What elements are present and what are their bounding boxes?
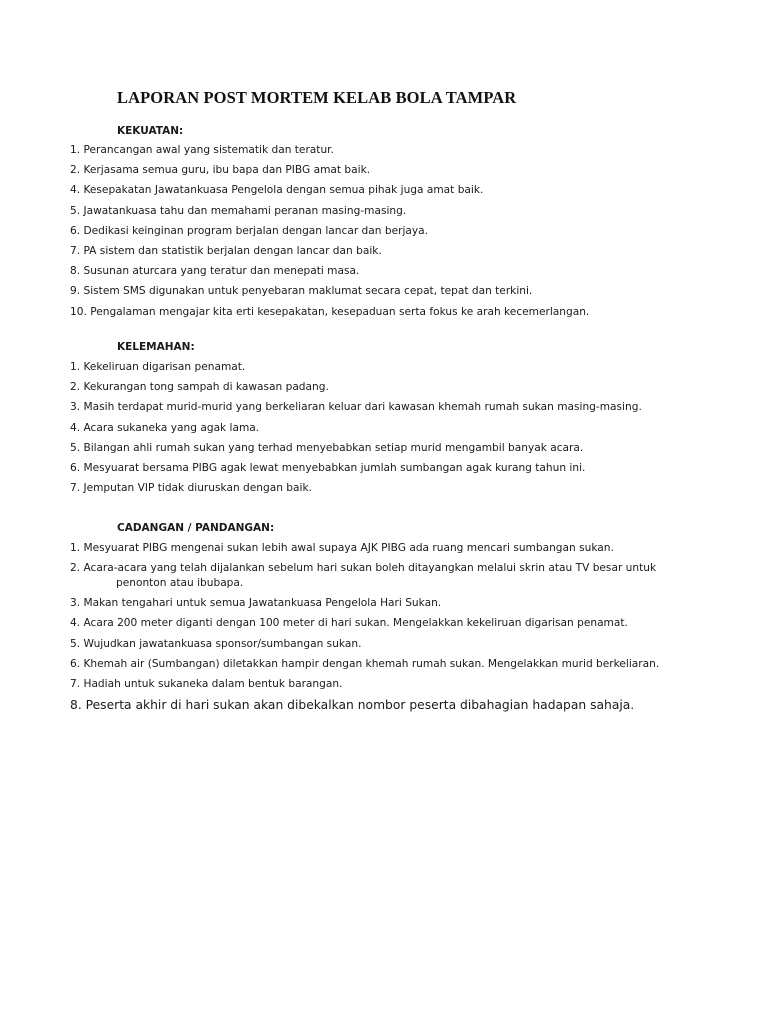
- list-item: 8. Peserta akhir di hari sukan akan dibekalkan nombor peserta dibahagian hadapan sahaja.: [70, 698, 635, 713]
- list-item: 4. Acara sukaneka yang agak lama.: [70, 421, 260, 434]
- list-item: 1. Kekeliruan digarisan penamat.: [70, 361, 246, 373]
- list-item: 7. PA sistem dan statistik berjalan dengan lancar dan baik.: [70, 245, 382, 258]
- list-cadangan: [70, 538, 670, 716]
- list-kelemahan: [70, 357, 670, 498]
- list-item: 5. Jawatankuasa tahu dan memahami peranan masing-masing.: [70, 204, 407, 217]
- list-item: 4. Kesepakatan Jawatankuasa Pengelola dengan semua pihak juga amat baik.: [70, 184, 484, 197]
- list-item: 4. Acara 200 meter diganti dengan 100 meter di hari sukan. Mengelakkan kekeliruan digarisan penamat.: [70, 617, 628, 630]
- section-heading-kelemahan: KELEMAHAN:: [117, 341, 195, 353]
- list-item: 9. Sistem SMS digunakan untuk penyebaran maklumat secara cepat, tepat dan terkini.: [70, 285, 533, 298]
- document-title: LAPORAN POST MORTEM KELAB BOLA TAMPAR: [117, 88, 517, 107]
- list-item: 5. Wujudkan jawatankuasa sponsor/sumbangan sukan.: [70, 637, 362, 650]
- list-item: 2. Kerjasama semua guru, ibu bapa dan PIBG amat baik.: [70, 164, 371, 177]
- list-item: 2. Acara-acara yang telah dijalankan sebelum hari sukan boleh ditayangkan melalui skrin atau TV besar untuk penonton atau ibubapa.: [70, 561, 657, 589]
- list-item: 7. Hadiah untuk sukaneka dalam bentuk barangan.: [70, 678, 343, 691]
- list-item: 7. Jemputan VIP tidak diuruskan dengan baik.: [70, 482, 312, 495]
- list-item: 8. Susunan aturcara yang teratur dan menepati masa.: [70, 265, 360, 278]
- section-heading-kekuatan: KEKUATAN:: [117, 125, 184, 137]
- list-item: 1. Mesyuarat PIBG mengenai sukan lebih awal supaya AJK PIBG ada ruang mencari sumbangan sukan.: [70, 542, 614, 554]
- list-item: 6. Dedikasi keinginan program berjalan dengan lancar dan berjaya.: [70, 224, 429, 237]
- list-kekuatan: [70, 140, 670, 322]
- list-item: 1. Perancangan awal yang sistematik dan teratur.: [70, 144, 334, 156]
- list-item: 3. Masih terdapat murid-murid yang berkeliaran keluar dari kawasan khemah rumah sukan masing-masing.: [70, 401, 642, 414]
- list-item: 2. Kekurangan tong sampah di kawasan padang.: [70, 381, 329, 394]
- list-item: 10. Pengalaman mengajar kita erti kesepakatan, kesepaduan serta fokus ke arah kecemerlangan.: [70, 305, 590, 318]
- list-item: 6. Khemah air (Sumbangan) diletakkan hampir dengan khemah rumah sukan. Mengelakkan murid berkeliaran.: [70, 657, 660, 670]
- list-item: 3. Makan tengahari untuk semua Jawatankuasa Pengelola Hari Sukan.: [70, 597, 442, 610]
- section-heading-cadangan: CADANGAN / PANDANGAN:: [117, 522, 275, 534]
- list-item: 5. Bilangan ahli rumah sukan yang terhad menyebabkan setiap murid mengambil banyak acara.: [70, 441, 584, 454]
- list-item: 6. Mesyuarat bersama PIBG agak lewat menyebabkan jumlah sumbangan agak kurang tahun ini.: [70, 462, 586, 475]
